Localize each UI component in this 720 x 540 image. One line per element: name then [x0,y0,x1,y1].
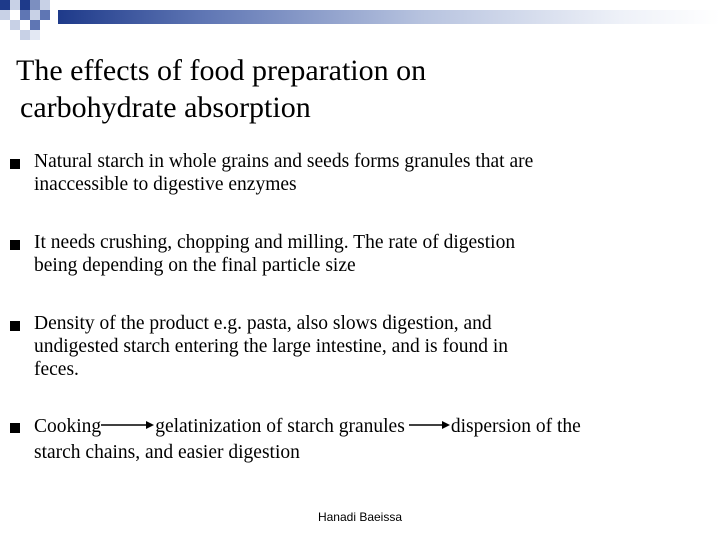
bullet-2-line-2: being depending on the final particle size [34,255,356,276]
bullet-1-line-1: Natural starch in whole grains and seeds forms granules that are [34,151,534,172]
bullet-text-1 [34,150,704,196]
bullet-1-line-2: inaccessible to digestive enzymes [34,174,297,195]
bullet-3-line-2: undigested starch entering the large intestine, and is found in [34,336,509,357]
title-line-1: The effects of food preparation on [16,54,427,87]
bullet-text-4 [34,414,704,466]
bullet-text-3 [34,312,704,381]
title-line-2: carbohydrate absorption [20,91,311,124]
square-bullet-icon [10,240,20,250]
bullet-4-segment-3: dispersion of the [450,416,581,437]
square-bullet-icon [10,321,20,331]
bullet-3-line-1: Density of the product e.g. pasta, also slows digestion, and [34,313,492,334]
bullet-text-2 [34,231,704,277]
right-arrow-icon [101,420,155,430]
bullet-4-line-2: starch chains, and easier digestion [34,442,300,463]
slide-footer: Hanadi Baeissa [317,510,403,524]
bullet-4-segment-2: gelatinization of starch granules [155,416,405,437]
square-bullet-icon [10,423,20,433]
bullet-4-segment-1: Cooking [34,416,102,437]
right-arrow-icon [409,420,451,430]
bullet-2-line-1: It needs crushing, chopping and milling. The rate of digestion [34,232,516,253]
square-bullet-icon [10,159,20,169]
bullet-3-line-3: feces. [34,359,79,380]
bullet-4-line-1 [34,414,704,440]
